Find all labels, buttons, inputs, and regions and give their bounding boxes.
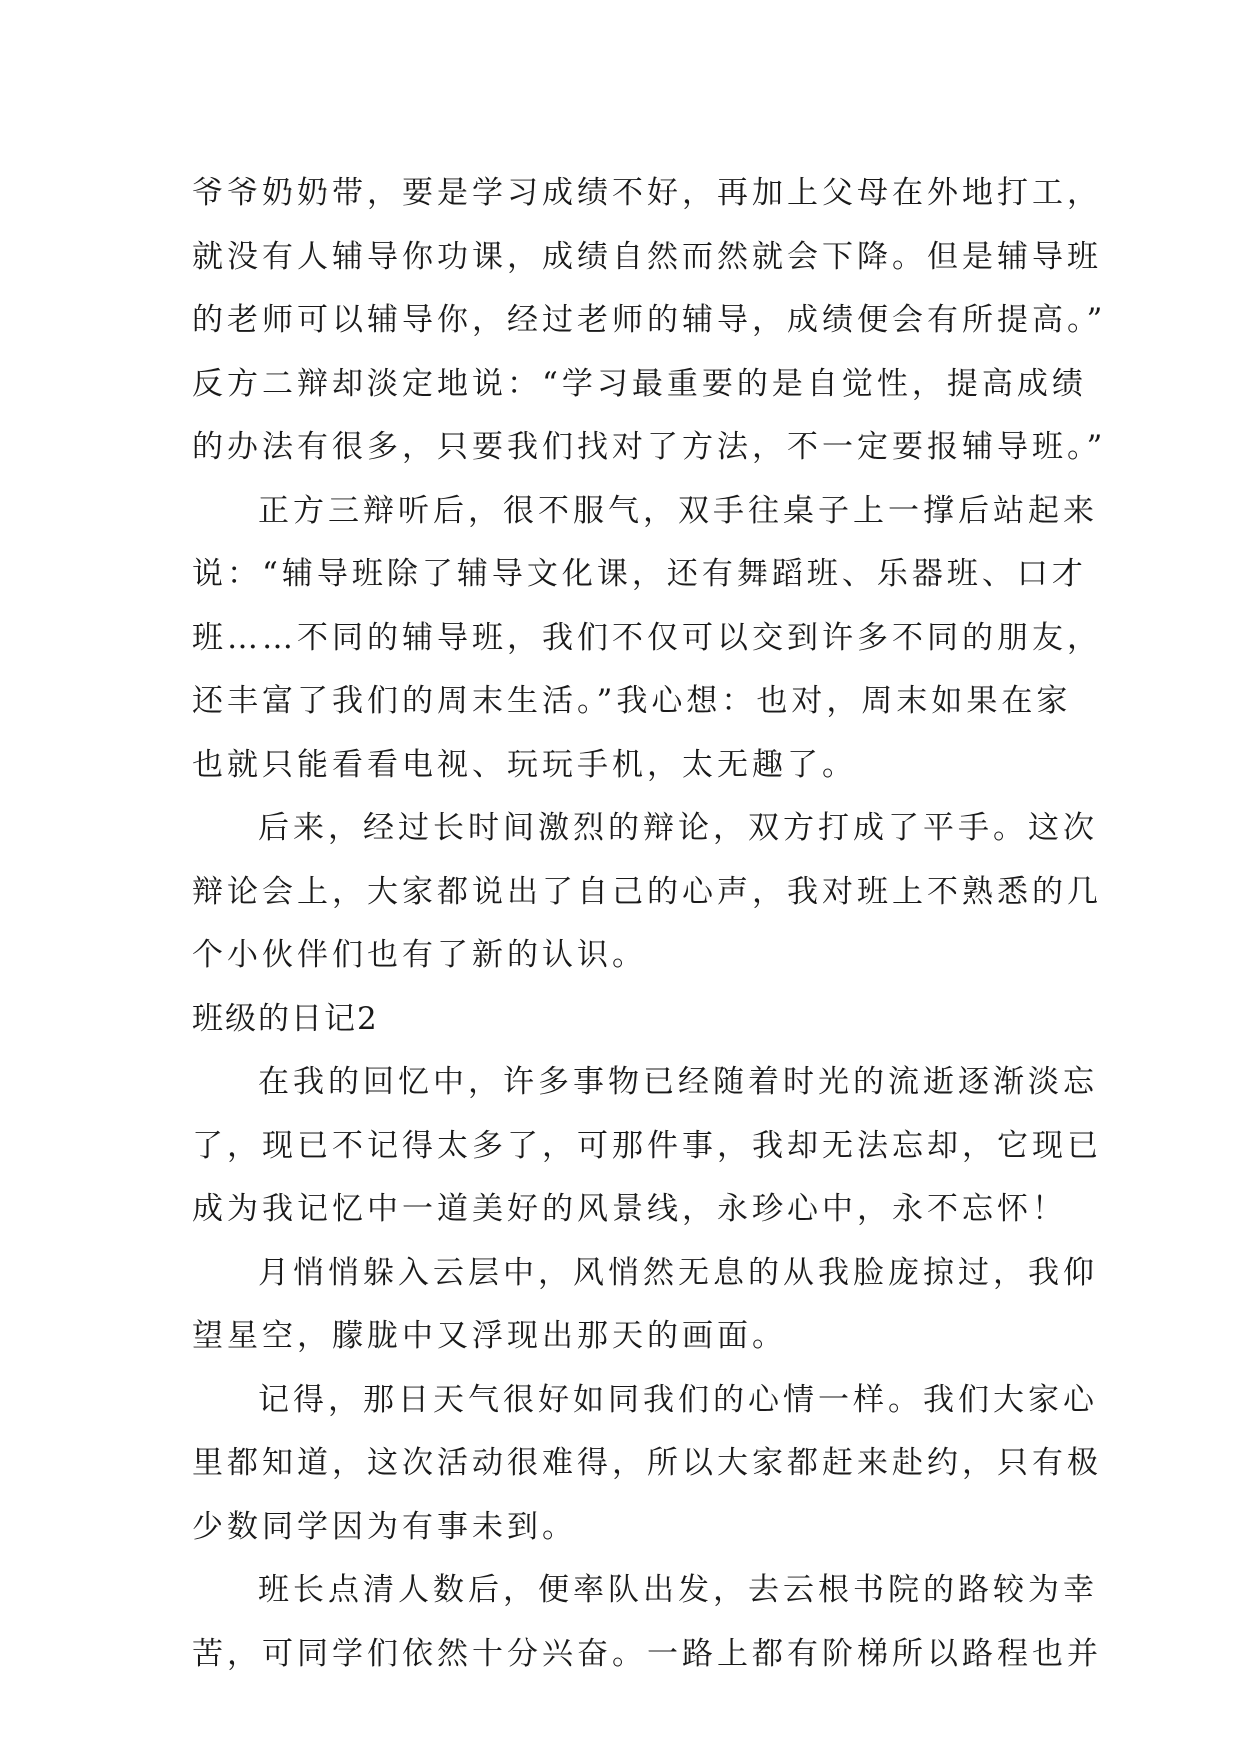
text-line: 的老师可以辅导你，经过老师的辅导，成绩便会有所提高。” [192,302,1107,338]
text-line: 的办法有很多，只要我们找对了方法，不一定要报辅导班。” [192,429,1107,465]
text-line: 记得，那日天气很好如同我们的心情一样。我们大家心 [258,1381,1098,1418]
text-line: 少数同学因为有事未到。 [192,1508,577,1545]
text-line: 班……不同的辅导班，我们不仅可以交到许多不同的朋友， [192,619,1102,656]
text-line: 苦，可同学们依然十分兴奋。一路上都有阶梯所以路程也并 [192,1635,1102,1672]
text-line: 就没有人辅导你功课，成绩自然而然就会下降。但是辅导班 [192,238,1102,275]
text-line: 在我的回忆中，许多事物已经随着时光的流逝逐渐淡忘 [258,1064,1098,1100]
text-line: 月悄悄躲入云层中，风悄然无息的从我脸庞掠过，我仰 [258,1254,1098,1291]
text-line: 也就只能看看电视、玩玩手机，太无趣了。 [192,746,857,783]
text-line: 爷爷奶奶带，要是学习成绩不好，再加上父母在外地打工， [192,175,1102,211]
text-line: 望星空，朦胧中又浮现出那天的画面。 [192,1318,787,1354]
text-line: 还丰富了我们的周末生活。”我心想：也对，周末如果在家 [192,683,1072,719]
section-heading: 班级的日记2 [192,1000,379,1037]
text-line: 说：“辅导班除了辅导文化课，还有舞蹈班、乐器班、口才 [192,556,1087,592]
text-line: 正方三辩听后，很不服气，双手往桌子上一撑后站起来 [258,492,1098,529]
text-line: 辩论会上，大家都说出了自己的心声，我对班上不熟悉的几 [192,873,1102,910]
text-line: 班长点清人数后，便率队出发，去云根书院的路较为幸 [258,1572,1098,1608]
text-line: 了，现已不记得太多了，可那件事，我却无法忘却，它现已 [192,1127,1102,1164]
text-line: 里都知道，这次活动很难得，所以大家都赶来赴约，只有极 [192,1445,1102,1481]
text-line: 反方二辩却淡定地说：“学习最重要的是自觉性，提高成绩 [192,365,1087,402]
text-line: 个小伙伴们也有了新的认识。 [192,937,647,973]
text-line: 成为我记忆中一道美好的风景线，永珍心中，永不忘怀！ [192,1191,1067,1227]
body-text [192,162,1107,1686]
text-line: 后来，经过长时间激烈的辩论，双方打成了平手。这次 [258,810,1098,846]
